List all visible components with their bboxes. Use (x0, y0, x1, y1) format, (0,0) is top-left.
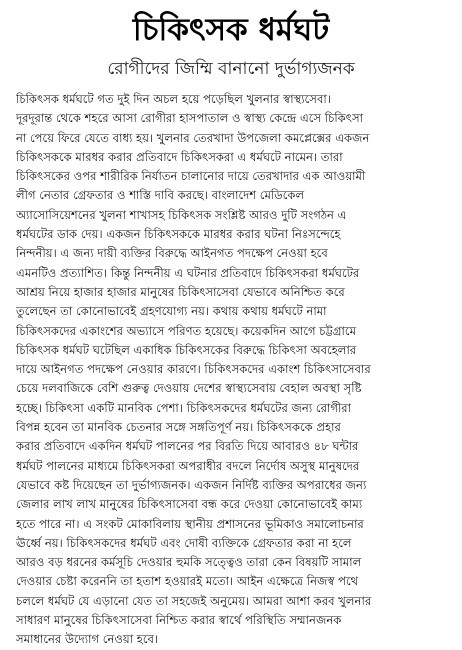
article-line: বিপন্ন হবেন তা মানবিক চেতনার সঙ্গে সঙ্গতিপূর্ণ নয়। চিকিৎসককে প্রহার (16, 420, 341, 435)
article-line: সাধারণ মানুষের চিকিৎসাসেবা নিশ্চিত করার স্বার্থে পরিস্থিতি সম্মানজনক (16, 613, 342, 628)
article-line: হচ্ছে। চিকিৎসা একটি মানবিক পেশা। চিকিৎসকদের ধর্মঘটের জন্য রোগীরা (16, 400, 351, 415)
article-line: যেভাবে কষ্ট দিয়েছেন তা দুর্ভাগ্যজনক। একজন নির্দিষ্ট ব্যক্তির অপরাধের জন্য (16, 477, 367, 492)
article-line: করার প্রতিবাদে একদিন ধর্মঘট পালনের পর বিরতি দিয়ে আবারও ৪৮ ঘন্টার (16, 439, 359, 454)
article-line: চিকিৎসক ধর্মঘট ঘটেছিল একাধিক চিকিৎসকের বিরুদ্ধে চিকিৎসা অবহেলার (16, 342, 357, 357)
article-line: দায়ে আইনগত পদক্ষেপ নেওয়ার কারণে। চিকিৎসকদের একাংশ চিকিৎসাসেবার (16, 362, 371, 377)
article-line: চেয়ে দলবাজিকে বেশি গুরুত্ব দেওয়ায় দেশের স্বাস্থ্যসেবায় বেহাল অবস্থা সৃষ্টি (16, 381, 362, 396)
article-line: ঊর্ধ্বে নয়। চিকিৎসকদের ধর্মঘট এবং দোষী ব্যক্তিকে গ্রেফতার করা না হলে (16, 535, 352, 550)
article-line: জেলার লাখ লাখ মানুষের চিকিৎসাসেবা বন্ধ করে দেওয়া কোনোভাবেই কাম্য (16, 497, 363, 512)
article-body (16, 90, 446, 650)
article-line: অ্যাসোসিয়েশনের খুলনা শাখাসহ চিকিৎসক সংশ্লিষ্ট আরও দুটি সংগঠন এ (16, 207, 347, 222)
article-line: দূরদূরান্ত থেকে শহরে আসা রোগীরা হাসপাতাল ও স্বাস্থ্য কেন্দ্রে এসে চিকিৎসা (16, 111, 363, 126)
article-line: নিন্দনীয়। এ জন্য দায়ী ব্যক্তির বিরুদ্ধে আইনগত পদক্ষেপ নেওয়া হবে (16, 246, 328, 261)
article-line: দেওয়ার চেষ্টা করেননি তা হতাশ হওয়ারই মতো। আইন এক্ষেত্রে নিজস্ব পথে (16, 574, 359, 589)
article-line: না পেয়ে ফিরে যেতে বাধ্য হয়। খুলনার তেরখাদা উপজেলা কমপ্লেক্সের একজন (16, 130, 370, 145)
article-line: চিকিৎসকের ওপর শারীরিক নির্যাতন চালানোর দায়ে তেরখাদার এক আওয়ামী (16, 169, 366, 184)
article-line: লীগ নেতার গ্রেফতার ও শাস্তি দাবি করছে। বাংলাদেশ মেডিকেল (16, 188, 305, 203)
article-line: সমাধানের উদ্যোগ নেওয়া হবে। (16, 632, 159, 647)
article-line: তুলেছেন তা কোনোভাবেই গ্রহণযোগ্য নয়। কথায় কথায় ধর্মঘটে নামা (16, 304, 327, 319)
article-line: আরও বড় ধরনের কর্মসূচি দেওয়ার হুমকি সত্ত্বেও তারা কেন বিষয়টি সামাল (16, 555, 362, 570)
article-line: চিকিৎসককে মারধর করার প্রতিবাদে চিকিৎসকরা এ ধর্মঘটে নামেন। তারা (16, 149, 343, 164)
article-line: হতে পারে না। এ সংকট মোকাবিলায় স্থানীয় প্রশাসনের ভূমিকাও সমালোচনার (16, 516, 364, 531)
article-line: চিকিৎসকদের একাংশের অভ্যাসে পরিণত হয়েছে। কয়েকদিন আগে চট্টগ্রামে (16, 323, 357, 338)
article-line: এমনটিও প্রত্যাশিত। কিন্তু নিন্দনীয় এ ঘটনার প্রতিবাদে চিকিৎসকরা ধর্মঘটের (16, 265, 360, 280)
article-line: ধর্মঘটের ডাক দেয়। একজন চিকিৎসককে মারধর করার ঘটনা নিঃসন্দেহে (16, 227, 341, 242)
article-line: চিকিৎসক ধর্মঘটে গত দুই দিন অচল হয়ে পড়েছিল খুলনার স্বাস্থ্যসেবা। (16, 92, 331, 106)
article-line: আশ্রয় নিয়ে হাজার হাজার মানুষের চিকিৎসাসেবা যেভাবে অনিশ্চিত করে (16, 284, 345, 299)
article-headline: চিকিৎসক ধর্মঘট (132, 12, 330, 48)
article-line: চললে ধর্মঘট যে এড়ানো যেত তা সহজেই অনুমেয়। আমরা আশা করব খুলনার (16, 593, 372, 608)
article-line: ধর্মঘট পালনের মাধ্যমে চিকিৎসকরা অপরাধীর বদলে নির্দোষ অসুস্থ মানুষদের (16, 458, 360, 473)
article-subheadline: রোগীদের জিম্মি বানানো দুর্ভাগ্যজনক (107, 59, 355, 79)
